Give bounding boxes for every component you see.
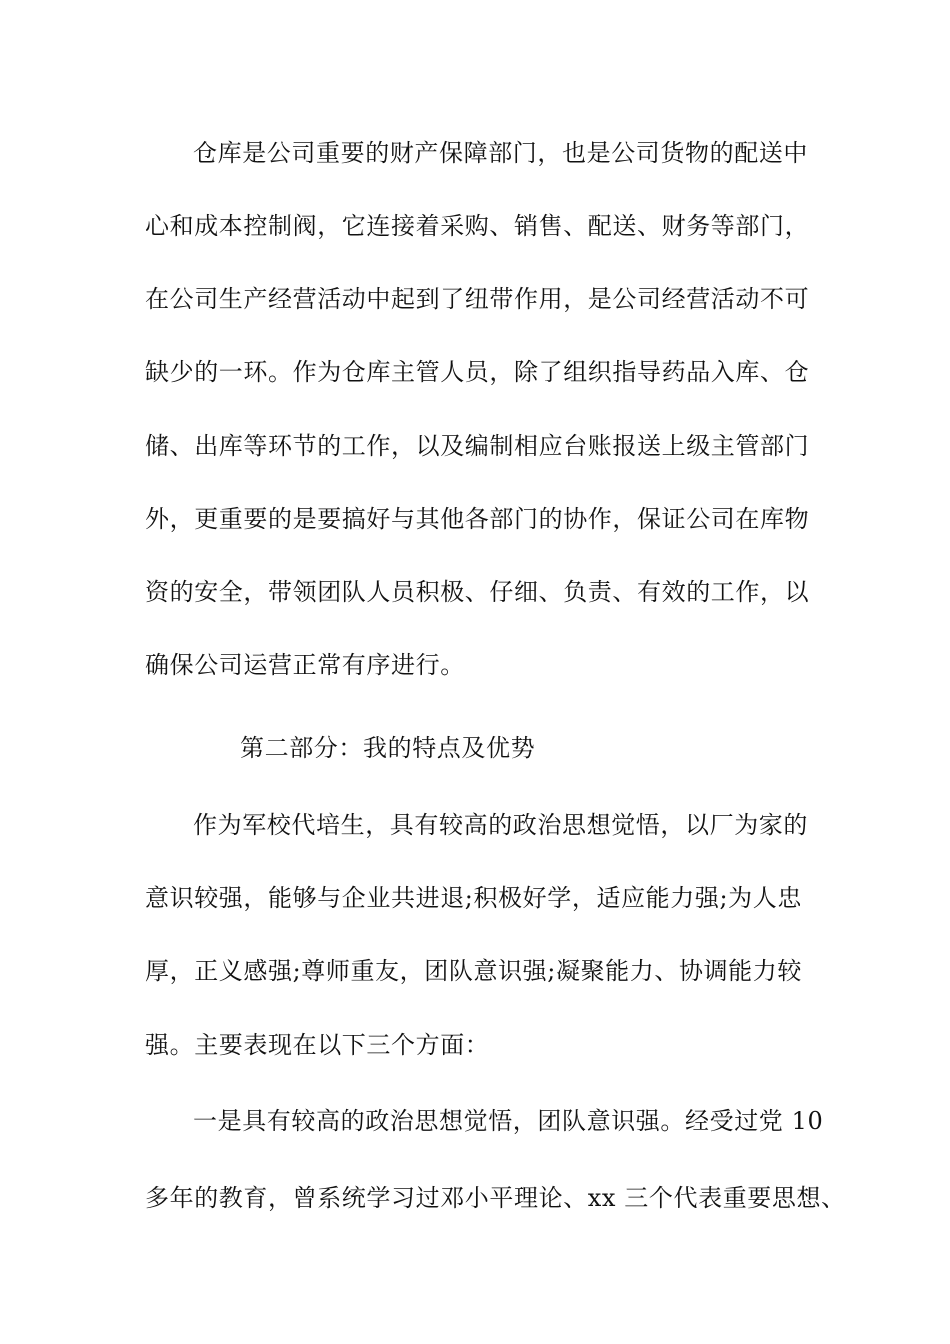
paragraph-line: 强。主要表现在以下三个方面： — [145, 1031, 490, 1059]
paragraph-line: 资的安全，带领团队人员积极、仔细、负责、有效的工作，以 — [145, 578, 810, 606]
paragraph-line: 储、出库等环节的工作，以及编制相应台账报送上级主管部门 — [145, 432, 810, 460]
paragraph-line: 厚，正义感强;尊师重友，团队意识强;凝聚能力、协调能力较 — [145, 957, 802, 985]
paragraph-line: 心和成本控制阀，它连接着采购、销售、配送、财务等部门， — [145, 212, 810, 240]
paragraph-line: 在公司生产经营活动中起到了纽带作用，是公司经营活动不可 — [145, 285, 810, 313]
paragraph-line: 外，更重要的是要搞好与其他各部门的协作，保证公司在库物 — [145, 505, 810, 533]
paragraph-line: 确保公司运营正常有序进行。 — [145, 651, 465, 679]
paragraph-line: 多年的教育，曾系统学习过邓小平理论、xx 三个代表重要思想、 — [145, 1184, 846, 1212]
paragraph-line: 缺少的一环。作为仓库主管人员，除了组织指导药品入库、仓 — [145, 358, 810, 386]
paragraph-line: 仓库是公司重要的财产保障部门，也是公司货物的配送中 — [193, 139, 808, 167]
paragraph-line: 意识较强，能够与企业共进退;积极好学，适应能力强;为人忠 — [145, 884, 802, 912]
paragraph-line: 一是具有较高的政治思想觉悟，团队意识强。经受过党 10 — [193, 1107, 824, 1135]
paragraph-line: 作为军校代培生，具有较高的政治思想觉悟，以厂为家的 — [193, 811, 808, 839]
section-heading: 第二部分：我的特点及优势 — [240, 734, 536, 762]
